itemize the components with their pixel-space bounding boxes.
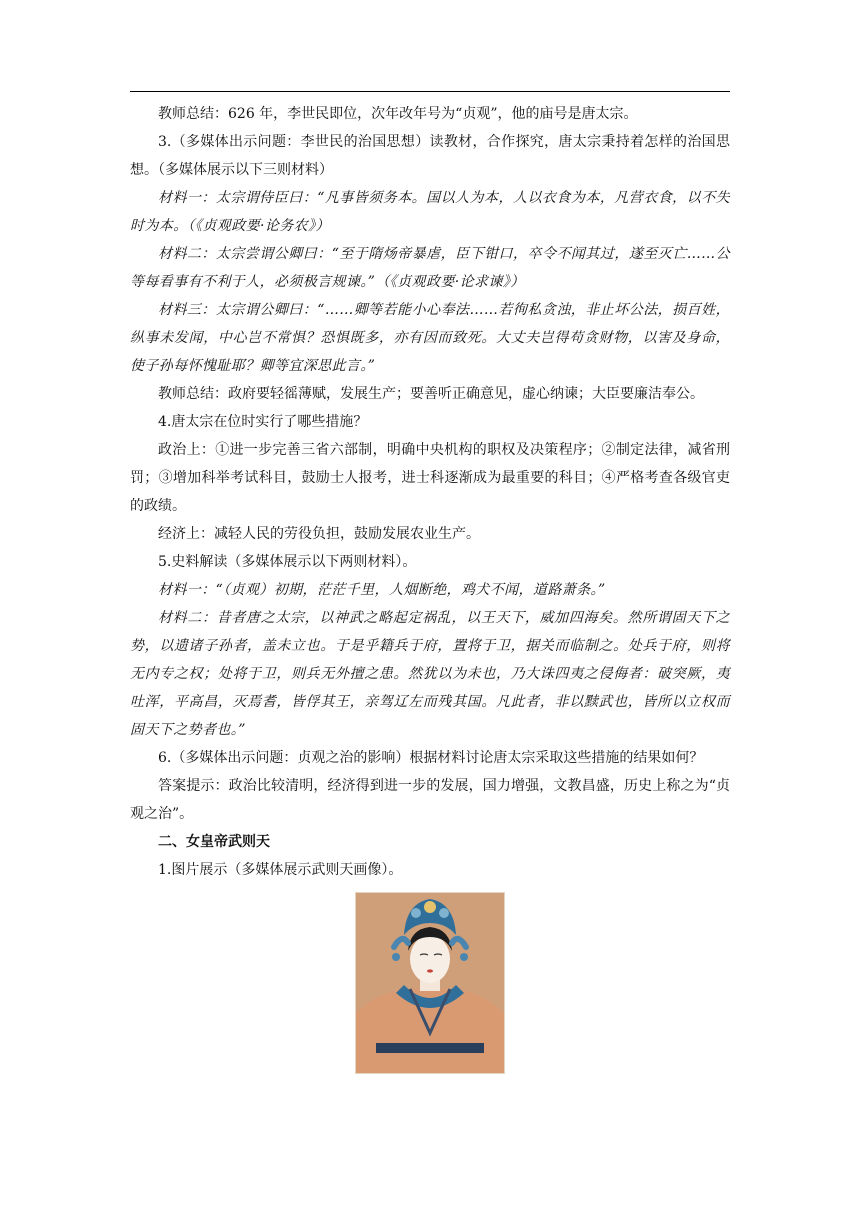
paragraph: 5.史料解读（多媒体展示以下两则材料）。 xyxy=(158,554,417,570)
paragraph: 政治上：①进一步完善三省六部制，明确中央机构的职权及决策程序；②制定法律，减省刑罚；③增加科举考试科目，鼓励士人报考，进士科逐渐成为最重要的科目；④严格考查各级官吏的政绩。 xyxy=(130,442,730,514)
header-rule xyxy=(130,91,730,92)
paragraph: 教师总结：626 年，李世民即位，次年改年号为“贞观”，他的庙号是唐太宗。 xyxy=(158,106,638,122)
paragraph: 经济上：减轻人民的劳役负担，鼓励发展农业生产。 xyxy=(158,526,480,542)
paragraph: 1.图片展示（多媒体展示武则天画像）。 xyxy=(158,862,403,878)
quoted-material: 材料二：昔者唐之太宗，以神武之略起定祸乱，以王天下，威加四海矣。然所谓固天下之势，以遗诸子孙者，盖未立也。于是乎籍兵于府，置将于卫，据关而临制之。处兵于府，则将无内专之权；处将于卫，则兵无外擅之患。然犹以为未也，乃大诛四夷之侵侮者：破突厥，夷吐浑，平高昌，灭焉耆，皆俘其王，亲驾辽左而残其国。凡此者，非以黩武也，皆所以立权而固天下之势者也。” xyxy=(130,610,730,738)
paragraph: 4.唐太宗在位时实行了哪些措施？ xyxy=(158,414,368,430)
paragraph: 3.（多媒体出示问题：李世民的治国思想）读教材，合作探究，唐太宗秉持着怎样的治国思想。（多媒体展示以下三则材料） xyxy=(130,134,730,178)
quoted-material: 材料一：“（贞观）初期，茫茫千里，人烟断绝，鸡犬不闻，道路萧条。” xyxy=(158,582,606,598)
portrait-container xyxy=(130,892,730,1078)
paragraph: 6.（多媒体出示问题：贞观之治的影响）根据材料讨论唐太宗采取这些措施的结果如何？ xyxy=(158,750,704,766)
paragraph: 答案提示：政治比较清明，经济得到进一步的发展，国力增强，文教昌盛，历史上称之为“贞观之治”。 xyxy=(130,778,730,822)
quoted-material: 材料二：太宗尝谓公卿曰：“至于隋炀帝暴虐，臣下钳口，卒令不闻其过，遂至灭亡……公等每看事有不利于人，必须极言规谏。”（《贞观政要·论求谏》） xyxy=(130,246,730,290)
wu-zetian-portrait-image xyxy=(355,892,505,1074)
quoted-material: 材料三：太宗谓公卿曰：“……卿等若能小心奉法……若徇私贪浊，非止坏公法，损百姓，纵事未发闻，中心岂不常惧？恐惧既多，亦有因而致死。大丈夫岂得苟贪财物，以害及身命，使子孙每怀愧耻耶？卿等宜深思此言。” xyxy=(130,302,730,374)
document-body xyxy=(130,100,730,1078)
section-heading: 二、女皇帝武则天 xyxy=(158,834,270,850)
paragraph: 教师总结：政府要轻徭薄赋，发展生产；要善听正确意见，虚心纳谏；大臣要廉洁奉公。 xyxy=(158,386,704,402)
quoted-material: 材料一：太宗谓侍臣曰：“凡事皆须务本。国以人为本，人以衣食为本，凡营衣食，以不失时为本。（《贞观政要·论务农》） xyxy=(130,190,730,234)
